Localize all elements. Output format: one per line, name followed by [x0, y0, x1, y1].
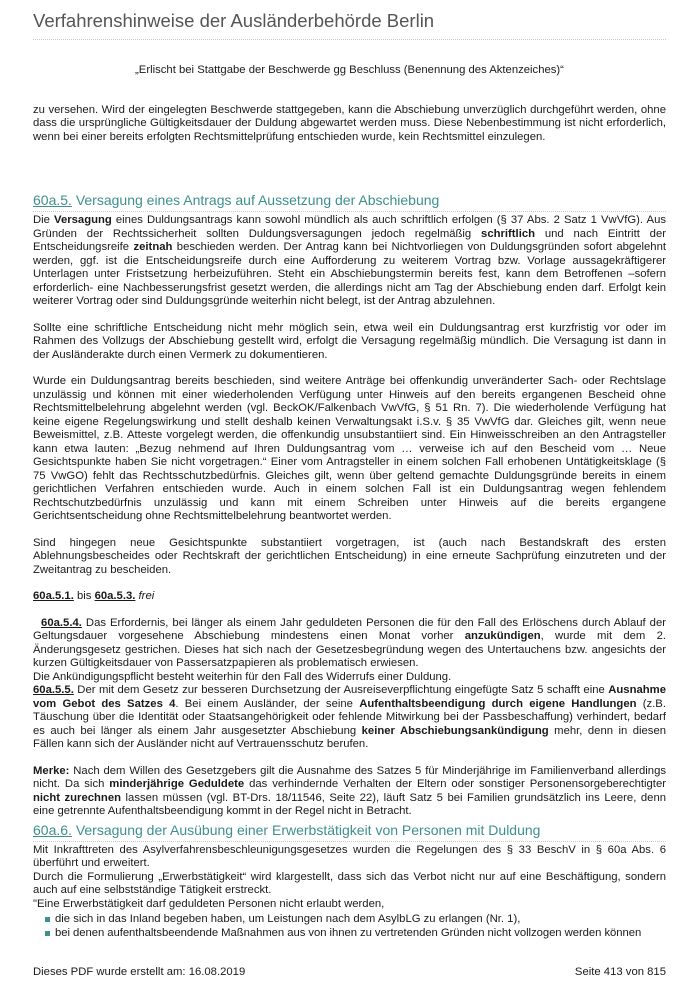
section-60a6-number-link[interactable]: 60a.6. [33, 821, 72, 838]
section-60a5-1-3-line: 60a.5.1. bis 60a.5.3. frei [33, 590, 155, 602]
section-60a5-4-link[interactable]: 60a.5.4. [41, 616, 82, 629]
section-60a6-title: Versagung der Ausübung einer Erwerbstätigkeit von Personen mit Duldung [75, 821, 541, 838]
section-60a5-1-link[interactable]: 60a.5.1. [33, 590, 74, 602]
section-60a5-4-paragraph: 60a.5.4. Das Erfordernis, bei länger als einem Jahr geduldeten Personen die für den Fall des Erlöschens durch Ablauf der Geltungsdauer vorgesehene Abschiebung mindestens einen Monat vorher anzukündigen, wurde mit dem 2. Änderungsgesetz gestrichen. Dieses hat sich nach der Gesetzesbegründung wegen des Untertauchens bzw. angesichts der kurzen Gültigkeitsdauer von Passersatzpapieren als problematisch erwiesen. [33, 616, 667, 669]
section-60a6-line-2: Durch die Formulierung „Erwerbstätigkeit“ wird klargestellt, dass sich das Verbot nicht nur auf eine Beschäftigung, sondern auch auf eine selbstständige Tätigkeit erstreckt. [33, 870, 666, 896]
page-number: Seite 413 von 815 [574, 966, 666, 978]
list-item: die sich in das Inland begeben haben, um Leistungen nach dem AsylbLG zu erlangen (Nr. 1), [45, 913, 666, 927]
section-60a6-line-3: "Eine Erwerbstätigkeit darf geduldeten Personen nicht erlaubt werden, [33, 897, 385, 910]
intro-paragraph: zu versehen. Wird der eingelegten Beschwerde stattgegeben, kann die Abschiebung unverzüglich durchgeführt werden, ohne dass die ursprüngliche Gültigkeitsdauer der Duldung abgewartet werden muss. Diese Nebenbestimmung ist nicht erforderlich, wenn bei einer bereits erfolgten Rechtsmittelprüfung entschieden wurde, kein Rechtsmittel einzulegen. [33, 103, 666, 143]
section-60a5-5-paragraph: 60a.5.5. Der mit dem Gesetz zur besseren Durchsetzung der Ausreiseverpflichtung eingefügte Satz 5 schafft eine Ausnahme vom Gebot des Satzes 4. Bei einem Ausländer, der seine Aufenthaltsbeendigung durch eigene Handlungen (z.B. Täuschung über die Identität oder Staatsangehörigkeit oder fehlende Mitwirkung bei der Passbeschaffung) verhindert, bedarf es auch bei länger als einem Jahr ausgesetzter Abschiebung keiner Abschiebungsankündigung mehr, denn in diesen Fällen kann sich der Ausländer nicht auf Vertrauensschutz berufen. [33, 684, 667, 750]
square-bullet-icon [45, 917, 50, 922]
section-60a5-5-link[interactable]: 60a.5.5. [33, 684, 74, 696]
list-item: bei denen aufenthaltsbeendende Maßnahmen aus von ihnen zu vertretenden Gründen nicht vollzogen werden können [45, 927, 666, 941]
square-bullet-icon [45, 931, 50, 936]
pdf-created-date: Dieses PDF wurde erstellt am: 16.08.2019 [33, 966, 246, 978]
page-header [33, 10, 666, 40]
section-60a5-paragraph-1: Die Versagung eines Duldungsantrags kann sowohl mündlich als auch schriftlich erfolgen (§ 37 Abs. 2 Satz 1 VwVfG). Aus Gründen der Rechtssicherheit sollten Duldungsversagungen jedoch regelmäßig schriftlich und nach Eintritt der Entscheidungsreife zeitnah beschieden werden. Der Antrag kann bei Nichtvorliegen von Duldungsgründen sofort abgelehnt werden, ggf. ist die Entscheidungsreife durch eine Aufforderung zu weiterem Vortrag bzw. Vorlage aussagekräftigerer Unterlagen unter Fristsetzung herbeizuführen. Steht ein Abschiebungstermin bereits fest, kann dem Betroffenen –sofern erforderlich- eine Nachbesserungsfrist gesetzt werden, die allerdings nicht am Tag der Abschiebung enden darf. Erfolgt kein weiterer Vortrag oder sind Duldungsgründe weiterhin nicht belegt, ist der Antrag abzulehnen. [33, 214, 666, 307]
section-60a5-paragraph-2: Sollte eine schriftliche Entscheidung nicht mehr möglich sein, etwa weil ein Duldungsantrag erst kurzfristig vor oder im Rahmen des Vollzugs der Abschiebung gestellt wird, erfolgt die Versagung regelmäßig mündlich. Die Versagung ist dann in der Ausländerakte durch einen Vermerk zu dokumentieren. [33, 321, 666, 361]
section-60a6-list [33, 913, 666, 940]
section-60a5-4-note: Die Ankündigungspflicht besteht weiterhin für den Fall des Widerrufs einer Duldung. [33, 670, 452, 683]
section-60a5-number-link[interactable]: 60a.5. [33, 192, 72, 208]
section-60a5-3-link[interactable]: 60a.5.3. [94, 590, 136, 602]
section-60a5-paragraph-3: Wurde ein Duldungsantrag bereits beschieden, sind weitere Anträge bei offenkundig unveränderter Sach- oder Rechtslage unzulässig und können mit einer wiederholenden Verfügung unter Hinweis auf den bereits ergangenen Bescheid ohne Rechtsmittelbelehrung abgelehnt werden (vgl. BeckOK/Falkenbach VwVfG, § 51 Rn. 7). Die wiederholende Verfügung hat keine eigene Regelungswirkung und stellt deshalb keinen Verwaltungsakt i.S.v. § 35 VwVfG dar. Gleiches gilt, wenn neue Beweismittel, z.B. Atteste vorgelegt werden, die offenkundig unsubstantiiert sind. Ein Hinweisschreiben an den Antragsteller kann etwa lauten: „Bezug nehmend auf Ihren Duldungsantrag vom … verweise ich auf den Bescheid vom … Neue Gesichtspunkte haben Sie nicht vorgetragen.“ Einer vom Antragsteller in einem solchen Fall erhobenen Untätigkeitsklage (§ 75 VwGO) fehlt das Rechtsschutzbedürfnis. Gleiches gilt, wenn über geltend gemachte Duldungsgründe bereits in einem gerichtlichen Verfahren entschieden wurde. Auch in einem solchen Fall ist ein Duldungsantrag wegen fehlendem Rechtschutzbedürfnis unzulässig und kann mit einem Schreiben unter Hinweis auf die bereits ergangene Gerichtsentscheidung ohne Rechtsmittelbelehrung beantwortet werden. [33, 375, 666, 522]
section-60a5-heading [33, 192, 666, 212]
document-body [33, 64, 666, 940]
section-60a5-title: Versagung eines Antrags auf Aussetzung der Abschiebung [75, 192, 440, 208]
page-footer [33, 966, 666, 978]
intro-quote: „Erlischt bei Stattgabe der Beschwerde gg Beschluss (Benennung des Aktenzeiches)“ [135, 64, 564, 76]
section-60a6-heading [33, 822, 666, 842]
section-60a6-line-1: Mit Inkrafttreten des Asylverfahrensbeschleunigungsgesetzes wurden die Regelungen des § 33 BeschV in § 60a Abs. 6 überführt und erweitert. [33, 843, 666, 869]
section-60a5-paragraph-4: Sind hingegen neue Gesichtspunkte substantiiert vorgetragen, ist (auch nach Bestandskraft des ersten Ablehnungsbescheides oder Rechtskraft der gerichtlichen Entscheidung) in eine erneute Sachprüfung einzutreten und der Zweitantrag zu bescheiden. [33, 536, 666, 576]
page-title: Verfahrenshinweise der Ausländerbehörde Berlin [33, 10, 435, 31]
merke-paragraph: Merke: Nach dem Willen des Gesetzgebers gilt die Ausnahme des Satzes 5 für Minderjährige im Familienverband allerdings nicht. Da sich minderjährige Geduldete das verhindernde Verhalten der Eltern oder sonstiger Personensorgeberechtigter nicht zurechnen lassen müssen (vgl. BT-Drs. 18/11546, Seite 22), läuft Satz 5 bei Familien grundsätzlich ins Leere, denn eine getrennte Aufenthaltsbeendigung kommt in der Regel nicht in Betracht. [33, 764, 667, 817]
